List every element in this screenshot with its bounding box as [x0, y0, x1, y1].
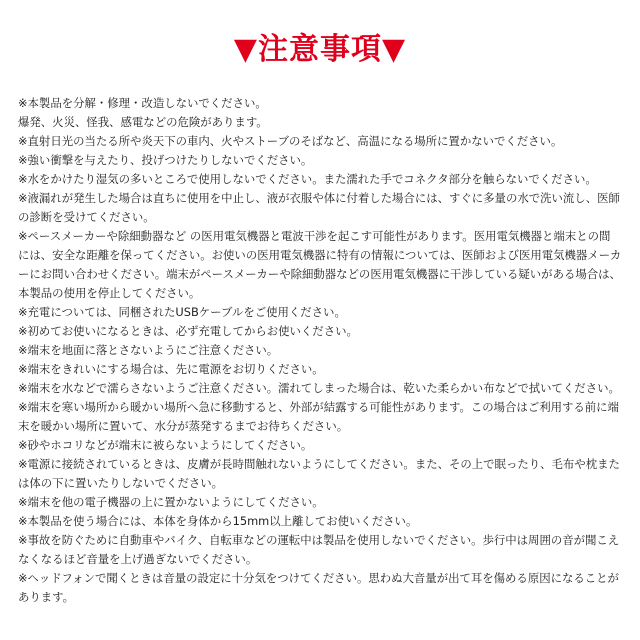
caution-heading: ▼注意事項▼	[233, 32, 407, 67]
notice-line: ※液漏れが発生した場合は直ちに使用を中止し、液が衣服や体に付着した場合には、すぐに多量の水で洗い流し、医師	[18, 191, 620, 205]
notice-line: ※端末をきれいにする場合は、先に電源をお切りください。	[18, 362, 324, 376]
notice-line: ※電源に接続されているときは、皮膚が長時間触れないようにしてください。また、その上で眠ったり、毛布や枕また	[18, 457, 620, 471]
notice-list	[18, 94, 622, 607]
notice-line: ※砂やホコリなどが端末に被らないようにしてください。	[18, 438, 313, 452]
notice-line: の診断を受けてください。	[18, 210, 155, 224]
notice-line: ※強い衝撃を与えたり、投げつけたりしないでください。	[18, 153, 313, 167]
notice-line: は体の下に置いたりしないでください。	[18, 476, 224, 490]
notice-line: あります。	[18, 590, 75, 604]
notice-line: ※事故を防ぐために自動車やバイク、自転車などの運転中は製品を使用しないでください。歩行中は周囲の音が聞こえ	[18, 533, 620, 547]
notice-line: ※充電については、同梱されたUSBケーブルをご使用ください。	[18, 305, 346, 319]
notice-line: ーにお問い合わせください。端末がペースメーカーや除細動器などの医用電気機器に干渉している疑いがある場合は、	[18, 267, 621, 281]
notice-line: には、安全な距離を保ってください。お使いの医用電気機器に特有の情報については、医師および医用電気機器メーカ	[18, 248, 622, 262]
notice-line: ※端末を他の電子機器の上に置かないようにしてください。	[18, 495, 324, 509]
notice-line: 爆発、火災、怪我、感電などの危険があります。	[18, 115, 268, 129]
notice-line: ※端末を地面に落とさないようにご注意ください。	[18, 343, 279, 357]
notice-line: 末を暖かい場所に置いて、水分が蒸発するまでお待ちください。	[18, 419, 349, 433]
notice-line: 本製品の使用を停止してください。	[18, 286, 201, 300]
notice-line: ※端末を水などで濡らさないようご注意ください。濡れてしまった場合は、乾いた柔らかい布などで拭いてください。	[18, 381, 620, 395]
notice-line: ※ペースメーカーや除細動器など の医用電気機器と電波干渉を起こす可能性があります。医用電気機器と端末との間	[18, 229, 611, 243]
notice-line: ※初めてお使いになるときは、必ず充電してからお使いください。	[18, 324, 358, 338]
notice-line: ※水をかけたり湿気の多いところで使用しないでください。また濡れた手でコネクタ部分を触らないでください。	[18, 172, 597, 186]
notice-line: なくなるほど音量を上げ過ぎないでください。	[18, 552, 258, 566]
notice-line: ※ヘッドフォンで聞くときは音量の設定に十分気をつけてください。思わぬ大音量が出て耳を傷める原因になることが	[18, 571, 619, 585]
notice-line: ※本製品を使う場合には、本体を身体から15mm以上離してお使いください。	[18, 514, 418, 528]
notice-line: ※本製品を分解・修理・改造しないでください。	[18, 96, 267, 110]
notice-line: ※直射日光の当たる所や炎天下の車内、火やストーブのそばなど、高温になる場所に置かないでください。	[18, 134, 563, 148]
notice-line: ※端末を寒い場所から暖かい場所へ急に移動すると、外部が結露する可能性があります。この場合はご利用する前に端	[18, 400, 619, 414]
